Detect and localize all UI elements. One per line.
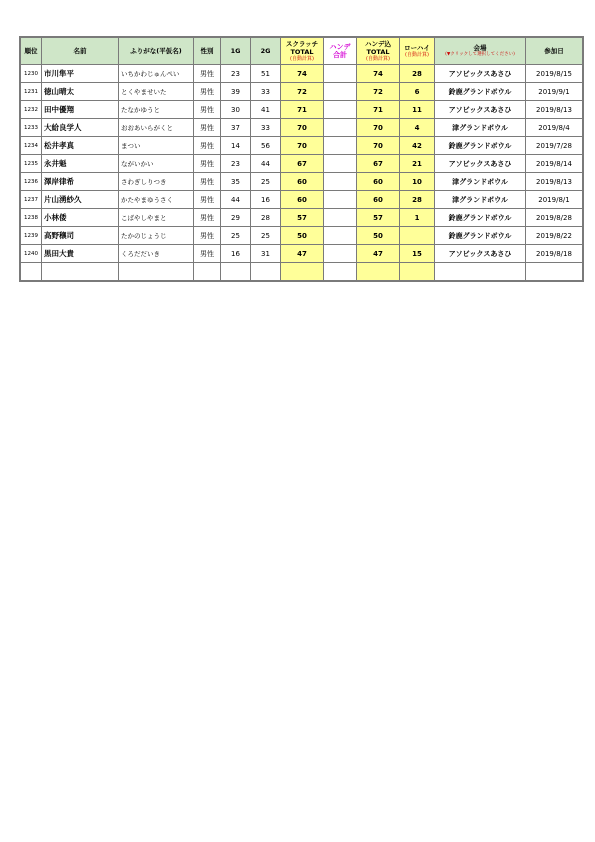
cell-handi-total: 72: [357, 83, 400, 101]
cell-game1: 25: [221, 227, 251, 245]
cell-handi[interactable]: [324, 245, 357, 263]
cell-handi[interactable]: [324, 173, 357, 191]
table-row: [20, 155, 583, 173]
header-scratch-total: [281, 37, 324, 65]
header-handitotal-l2: TOTAL: [366, 48, 390, 56]
cell-sex: 男性: [194, 137, 221, 155]
cell-date: 2019/8/14: [526, 155, 584, 173]
cell-sex: 男性: [194, 119, 221, 137]
cell-rank: 1233: [20, 119, 42, 137]
cell-date: 2019/8/22: [526, 227, 584, 245]
cell-low-high: [400, 227, 435, 245]
cell-game2: 56: [251, 137, 281, 155]
cell-scratch-total: 57: [281, 209, 324, 227]
cell-game1: 16: [221, 245, 251, 263]
cell-name: 田中優翔: [42, 101, 119, 119]
cell-handi-total: 70: [357, 119, 400, 137]
cell-date: 2019/8/13: [526, 173, 584, 191]
cell-sex: 男性: [194, 227, 221, 245]
cell-kana: おおあいらがくと: [119, 119, 194, 137]
cell-low-high: 11: [400, 101, 435, 119]
cell-sex: 男性: [194, 65, 221, 83]
cell-low-high: 10: [400, 173, 435, 191]
cell-handi[interactable]: [324, 155, 357, 173]
table-row: [20, 191, 583, 209]
cell-date: 2019/8/28: [526, 209, 584, 227]
cell-handi-total: 67: [357, 155, 400, 173]
cell-game1: 30: [221, 101, 251, 119]
cell-game2: 25: [251, 227, 281, 245]
cell-date: 2019/8/18: [526, 245, 584, 263]
table-row: [20, 245, 583, 263]
cell-rank: 1235: [20, 155, 42, 173]
cell-name: 徳山晴太: [42, 83, 119, 101]
header-sex: 性別: [194, 37, 221, 65]
header-kana-label: ふりがな(平仮名): [130, 47, 182, 55]
cell-kana: まつい: [119, 137, 194, 155]
cell-handi-total: 71: [357, 101, 400, 119]
cell-kana: かたやまゆうさく: [119, 191, 194, 209]
header-date: 参加日: [526, 37, 584, 65]
cell-game1: 29: [221, 209, 251, 227]
cell-scratch-total: [281, 263, 324, 282]
cell-scratch-total: 50: [281, 227, 324, 245]
cell-low-high: 15: [400, 245, 435, 263]
cell-game1: 37: [221, 119, 251, 137]
cell-rank: 1239: [20, 227, 42, 245]
cell-low-high: 4: [400, 119, 435, 137]
cell-name: 永井魁: [42, 155, 119, 173]
cell-venue[interactable]: 津グランドボウル: [435, 191, 526, 209]
cell-rank: 1230: [20, 65, 42, 83]
cell-low-high: 28: [400, 65, 435, 83]
cell-rank: 1240: [20, 245, 42, 263]
header-handitotal-l1: ハンデ込: [365, 40, 391, 48]
cell-kana: [119, 263, 194, 282]
table-row: [20, 209, 583, 227]
cell-handi[interactable]: [324, 263, 357, 282]
cell-handi[interactable]: [324, 65, 357, 83]
cell-scratch-total: 70: [281, 137, 324, 155]
cell-venue[interactable]: [435, 263, 526, 282]
cell-low-high: 21: [400, 155, 435, 173]
cell-name: 松井孝真: [42, 137, 119, 155]
cell-name: 大給良学人: [42, 119, 119, 137]
header-handi-l1: ハンデ: [329, 43, 351, 51]
cell-sex: 男性: [194, 245, 221, 263]
cell-scratch-total: 60: [281, 191, 324, 209]
cell-sex: [194, 263, 221, 282]
cell-rank: 1234: [20, 137, 42, 155]
table-row: [20, 119, 583, 137]
header-low-l1: ローハイ: [404, 44, 430, 52]
cell-game2: 44: [251, 155, 281, 173]
cell-game1: 39: [221, 83, 251, 101]
cell-handi[interactable]: [324, 137, 357, 155]
cell-name: 黒田大貴: [42, 245, 119, 263]
cell-kana: たなかゆうと: [119, 101, 194, 119]
cell-handi[interactable]: [324, 101, 357, 119]
cell-date: 2019/9/1: [526, 83, 584, 101]
cell-name: 片山湧紗久: [42, 191, 119, 209]
cell-game2: 41: [251, 101, 281, 119]
cell-date: 2019/7/28: [526, 137, 584, 155]
cell-game2: 31: [251, 245, 281, 263]
ranking-table: [19, 36, 584, 282]
cell-name: 高野穣司: [42, 227, 119, 245]
cell-low-high: 28: [400, 191, 435, 209]
cell-name: [42, 263, 119, 282]
cell-handi[interactable]: [324, 209, 357, 227]
cell-venue[interactable]: アソビックスあさひ: [435, 101, 526, 119]
table-row: [20, 227, 583, 245]
header-name-label: 名前: [73, 47, 87, 55]
cell-venue[interactable]: 鈴鹿グランドボウル: [435, 83, 526, 101]
cell-handi-total: 60: [357, 173, 400, 191]
cell-rank: [20, 263, 42, 282]
cell-scratch-total: 47: [281, 245, 324, 263]
cell-sex: 男性: [194, 83, 221, 101]
cell-game2: 33: [251, 83, 281, 101]
cell-handi-total: 47: [357, 245, 400, 263]
cell-scratch-total: 67: [281, 155, 324, 173]
cell-date: 2019/8/1: [526, 191, 584, 209]
cell-game2: 28: [251, 209, 281, 227]
cell-handi[interactable]: [324, 191, 357, 209]
cell-venue[interactable]: 津グランドボウル: [435, 173, 526, 191]
cell-sex: 男性: [194, 191, 221, 209]
cell-scratch-total: 74: [281, 65, 324, 83]
cell-game2: [251, 263, 281, 282]
cell-handi-total: 57: [357, 209, 400, 227]
cell-venue[interactable]: アソビックスあさひ: [435, 155, 526, 173]
cell-game1: 14: [221, 137, 251, 155]
header-g1: 1G: [221, 37, 251, 65]
cell-game2: 16: [251, 191, 281, 209]
header-rank: 順位: [20, 37, 42, 65]
cell-kana: くろだだいき: [119, 245, 194, 263]
cell-handi-total: [357, 263, 400, 282]
cell-game1: 23: [221, 65, 251, 83]
header-venue-sub: (▼クリックして選択してください): [445, 52, 515, 57]
cell-name: 市川隼平: [42, 65, 119, 83]
cell-rank: 1237: [20, 191, 42, 209]
cell-venue[interactable]: 鈴鹿グランドボウル: [435, 209, 526, 227]
header-handi: [324, 37, 357, 65]
cell-venue[interactable]: 鈴鹿グランドボウル: [435, 227, 526, 245]
cell-game1: [221, 263, 251, 282]
cell-kana: ながいかい: [119, 155, 194, 173]
header-g2: 2G: [251, 37, 281, 65]
cell-sex: 男性: [194, 173, 221, 191]
header-row: [20, 37, 583, 65]
cell-date: [526, 263, 584, 282]
header-handitotal-sub: (自動計算): [366, 56, 390, 62]
table-body: [20, 65, 583, 282]
table-row: [20, 65, 583, 83]
cell-rank: 1231: [20, 83, 42, 101]
header-venue: [435, 37, 526, 65]
cell-date: 2019/8/13: [526, 101, 584, 119]
header-handi-total: [357, 37, 400, 65]
cell-date: 2019/8/4: [526, 119, 584, 137]
table-row: [20, 137, 583, 155]
header-low-high: [400, 37, 435, 65]
cell-low-high: 6: [400, 83, 435, 101]
header-scratch-sub: (自動計算): [290, 56, 314, 62]
cell-venue[interactable]: 鈴鹿グランドボウル: [435, 137, 526, 155]
cell-game2: 51: [251, 65, 281, 83]
cell-scratch-total: 70: [281, 119, 324, 137]
cell-name: 澤岸律希: [42, 173, 119, 191]
cell-venue[interactable]: アソビックスあさひ: [435, 65, 526, 83]
cell-scratch-total: 60: [281, 173, 324, 191]
header-venue-l1: 会場: [473, 44, 487, 52]
header-scratch-l2: TOTAL: [290, 48, 314, 56]
cell-rank: 1238: [20, 209, 42, 227]
cell-game2: 25: [251, 173, 281, 191]
cell-game2: 33: [251, 119, 281, 137]
cell-rank: 1232: [20, 101, 42, 119]
cell-handi[interactable]: [324, 227, 357, 245]
cell-kana: いちかわじゅんぺい: [119, 65, 194, 83]
header-name: [42, 37, 119, 65]
header-handi-l2: 合計: [333, 51, 347, 59]
header-scratch-l1: スクラッチ: [285, 40, 319, 48]
cell-game1: 23: [221, 155, 251, 173]
cell-kana: とくやませいた: [119, 83, 194, 101]
cell-low-high: [400, 263, 435, 282]
cell-kana: たかのじょうじ: [119, 227, 194, 245]
cell-handi-total: 70: [357, 137, 400, 155]
cell-sex: 男性: [194, 101, 221, 119]
cell-venue[interactable]: 津グランドボウル: [435, 119, 526, 137]
header-low-sub: (自動計算): [405, 52, 429, 58]
cell-sex: 男性: [194, 155, 221, 173]
cell-handi-total: 60: [357, 191, 400, 209]
table-row: [20, 263, 583, 282]
cell-handi-total: 50: [357, 227, 400, 245]
cell-sex: 男性: [194, 209, 221, 227]
cell-low-high: 42: [400, 137, 435, 155]
table-row: [20, 101, 583, 119]
cell-scratch-total: 71: [281, 101, 324, 119]
cell-handi-total: 74: [357, 65, 400, 83]
cell-venue[interactable]: アソビックスあさひ: [435, 245, 526, 263]
cell-kana: こばやしやまと: [119, 209, 194, 227]
cell-low-high: 1: [400, 209, 435, 227]
cell-date: 2019/8/15: [526, 65, 584, 83]
cell-scratch-total: 72: [281, 83, 324, 101]
header-kana: [119, 37, 194, 65]
cell-name: 小林倭: [42, 209, 119, 227]
cell-kana: さわぎしりつき: [119, 173, 194, 191]
cell-handi[interactable]: [324, 119, 357, 137]
cell-handi[interactable]: [324, 83, 357, 101]
cell-game1: 35: [221, 173, 251, 191]
cell-game1: 44: [221, 191, 251, 209]
table-row: [20, 83, 583, 101]
cell-rank: 1236: [20, 173, 42, 191]
table-row: [20, 173, 583, 191]
